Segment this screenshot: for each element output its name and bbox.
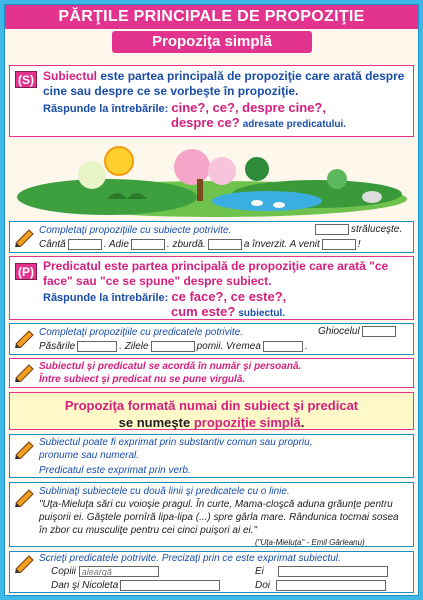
page-title: PĂRŢILE PRINCIPALE DE PROPOZIŢIE bbox=[5, 5, 418, 29]
answer-blank[interactable] bbox=[68, 239, 102, 250]
pencil-icon bbox=[14, 328, 36, 348]
pencil-icon bbox=[14, 227, 36, 247]
answer-blank[interactable] bbox=[131, 239, 165, 250]
predicate-q-label: Răspunde la întrebările: bbox=[43, 292, 169, 304]
answer-blank[interactable] bbox=[322, 239, 356, 250]
subject-term: Subiectul bbox=[43, 69, 98, 83]
answer-blank[interactable] bbox=[362, 326, 396, 337]
answer-blank[interactable] bbox=[263, 341, 303, 352]
poster bbox=[4, 4, 419, 596]
predicate-q1: ce face?, ce este?, bbox=[171, 289, 287, 304]
answer-blank[interactable] bbox=[278, 566, 388, 577]
pencil-icon bbox=[14, 553, 36, 573]
simple-sentence-definition: Propoziţa formată numai din subiect şi predicat se numeşte propoziţie simplă. bbox=[64, 398, 359, 430]
page-subtitle: Propoziţa simplă bbox=[112, 31, 312, 53]
row-dan-si-nicoleta: Dan şi Nicoleta bbox=[51, 579, 222, 592]
agreement-rule-1: Subiectul şi predicatul se acordă în număr şi persoană. bbox=[39, 361, 302, 372]
exercise-predicates-line2: Păsările . Zilele pomii. Vremea . bbox=[39, 341, 308, 352]
row-copiii: Copiii aleargă bbox=[51, 565, 159, 578]
subject-q-label: Răspunde la întrebările: bbox=[43, 103, 169, 115]
underline-quote: "Uţa-Mieluţa sări cu voioşie pragul. În curte, Mama-cloşcă aduna grăunţe pentru puişorii ei. Găştele pornîră lipa-lipa (...) spre gârla mare. Rândunica tocmai sosea în zbor cu musculiţe pentru cei cinci puişori ai ei." bbox=[39, 499, 399, 536]
exercise-predicates-instruction: Completaţi propoziţiile cu predicatele potrivite. bbox=[39, 327, 243, 338]
expression-subject-line2: pronume sau numeral. bbox=[39, 450, 140, 461]
predicate-definition bbox=[43, 259, 403, 289]
expression-predicate-line: Predicatul este exprimat prin verb. bbox=[39, 465, 191, 476]
expression-subject-line1: Subiectul poate fi exprimat prin substantiv comun sau propriu, bbox=[39, 437, 313, 448]
exercise-write-instruction: Scrieţi predicatele potrivite. Precizaţi prin ce este exprimat subiectul. bbox=[39, 553, 341, 564]
answer-blank[interactable] bbox=[120, 580, 220, 591]
answer-blank[interactable] bbox=[208, 239, 242, 250]
exercise-subjects-line2: Cântă . Adie . zburdă. a înverzit. A venit ! bbox=[39, 239, 361, 250]
answer-blank[interactable] bbox=[276, 580, 386, 591]
predicate-q2-tail: subiectul. bbox=[238, 308, 286, 319]
subject-q2-tail: adresate predicatului. bbox=[242, 119, 347, 130]
subject-q1: cine?, ce?, despre cine?, bbox=[171, 100, 326, 115]
answer-blank[interactable] bbox=[315, 224, 349, 235]
answer-field[interactable]: aleargă bbox=[79, 566, 159, 577]
subject-q2: despre ce? bbox=[171, 115, 240, 130]
subject-questions bbox=[43, 101, 411, 132]
subject-letter-badge: (S) bbox=[15, 71, 37, 88]
predicate-definition-text: este partea principală de propoziţie care arată "ce face" sau "ce se spune" despre subiect. bbox=[43, 259, 389, 288]
underline-instruction: Subliniaţi subiectele cu două linii şi predicatele cu o linie. bbox=[39, 486, 290, 497]
predicate-q2: cum este? bbox=[171, 304, 236, 319]
answer-blank[interactable] bbox=[77, 341, 117, 352]
exercise-subjects-line1: străluceşte. bbox=[313, 223, 402, 236]
answer-blank[interactable] bbox=[151, 341, 195, 352]
landscape-illustration bbox=[17, 139, 411, 219]
row-doi: Doi bbox=[255, 579, 388, 592]
exercise-predicates-line1: Ghiocelul bbox=[318, 325, 398, 338]
pencil-icon bbox=[14, 362, 36, 382]
exercise-subjects-instruction: Completaţi propoziţiile cu subiecte potrivite. bbox=[39, 225, 232, 236]
predicate-letter-badge: (P) bbox=[15, 263, 37, 280]
agreement-rule-2: Între subiect şi predicat nu se pune virgulă. bbox=[39, 374, 246, 385]
quote-source: ("Uţa-Mieluţa" - Emil Gârleanu) bbox=[255, 538, 365, 547]
subject-definition bbox=[43, 69, 408, 99]
predicate-term: Predicatul bbox=[43, 259, 102, 273]
row-ei: Ei bbox=[255, 565, 390, 578]
pencil-icon bbox=[14, 487, 36, 507]
predicate-questions bbox=[43, 290, 411, 321]
subject-definition-text: este partea principală de propoziţie care arată despre cine sau despre ce se vorbeşte în propoziţie. bbox=[43, 69, 405, 98]
pencil-icon bbox=[14, 439, 36, 459]
